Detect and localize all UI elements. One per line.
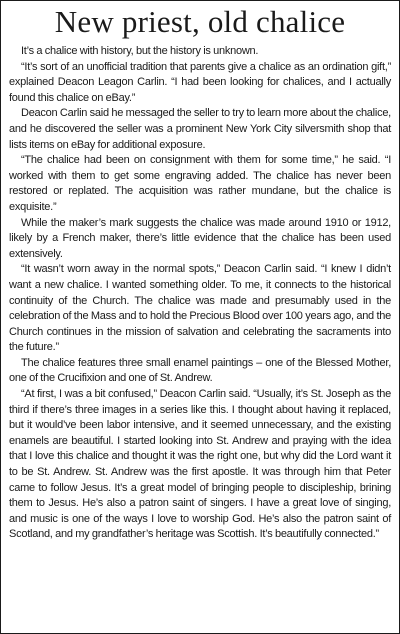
article-paragraph-5: While the maker’s mark suggests the chalice was made around 1910 or 1912, likely by a French maker, there’s little evidence that the chalice has been used extensively.: [9, 216, 391, 260]
article-paragraph-2: “It’s sort of an unofficial tradition that parents give a chalice as an ordination gift,” explained Deacon Leagon Carlin. “I had been looking for chalices, and I actually found this chalice on eBay.”: [9, 60, 391, 104]
article-paragraph-7: The chalice features three small enamel paintings – one of the Blessed Mother, one of the Crucifixion and one of St. Andrew.: [9, 356, 391, 385]
article-body: [9, 44, 391, 543]
article-paragraph-1: It’s a chalice with history, but the history is unknown.: [21, 45, 259, 57]
article-paragraph-4: “The chalice had been on consignment with them for some time,” he said. “I worked with them to get some engraving added. The chalice has never been restored or replated. The acquisition was rather mundane, but the chalice is exquisite.”: [9, 154, 391, 213]
article-paragraph-8: “At first, I was a bit confused,” Deacon Carlin said. “Usually, it’s St. Joseph as the third if there’s three images in a series like this. I thought about having it replaced, but it would’ve been labor intensive, and it seemed unnecessary, and the existing enamels are beautiful. I started looking into St. Andrew and praying with the idea that I love this chalice and thought it was the right one, but why did the Lord want it to be St. Andrew. St. Andrew was the first apostle. It was through him that Peter came to follow Jesus. It’s a great model of bringing people to discipleship, brining them to Jesus. He’s also a patron saint of singers. I have a great love of singing, and music is one of the ways I love to worship God. He’s also the patron saint of Scotland, and my grandfather’s heritage was Scottish. It’s beautifully connected.”: [9, 388, 391, 541]
article-paragraph-6: “It wasn’t worn away in the normal spots,” Deacon Carlin said. “I knew I didn’t want a new chalice. I wanted something older. To me, it connects to the historical continuity of the Church. The chalice was made and presumably used in the celebration of the Mass and to hold the Precious Blood over 100 years ago, and the Church continues in the mission of salvation and celebrating the sacraments into the future.”: [9, 263, 391, 354]
article-headline: New priest, old chalice: [54, 4, 346, 39]
article-paragraph-3: Deacon Carlin said he messaged the seller to try to learn more about the chalice, and he discovered the seller was a prominent New York City silversmith shop that lists items on eBay for additional exposure.: [9, 107, 391, 151]
